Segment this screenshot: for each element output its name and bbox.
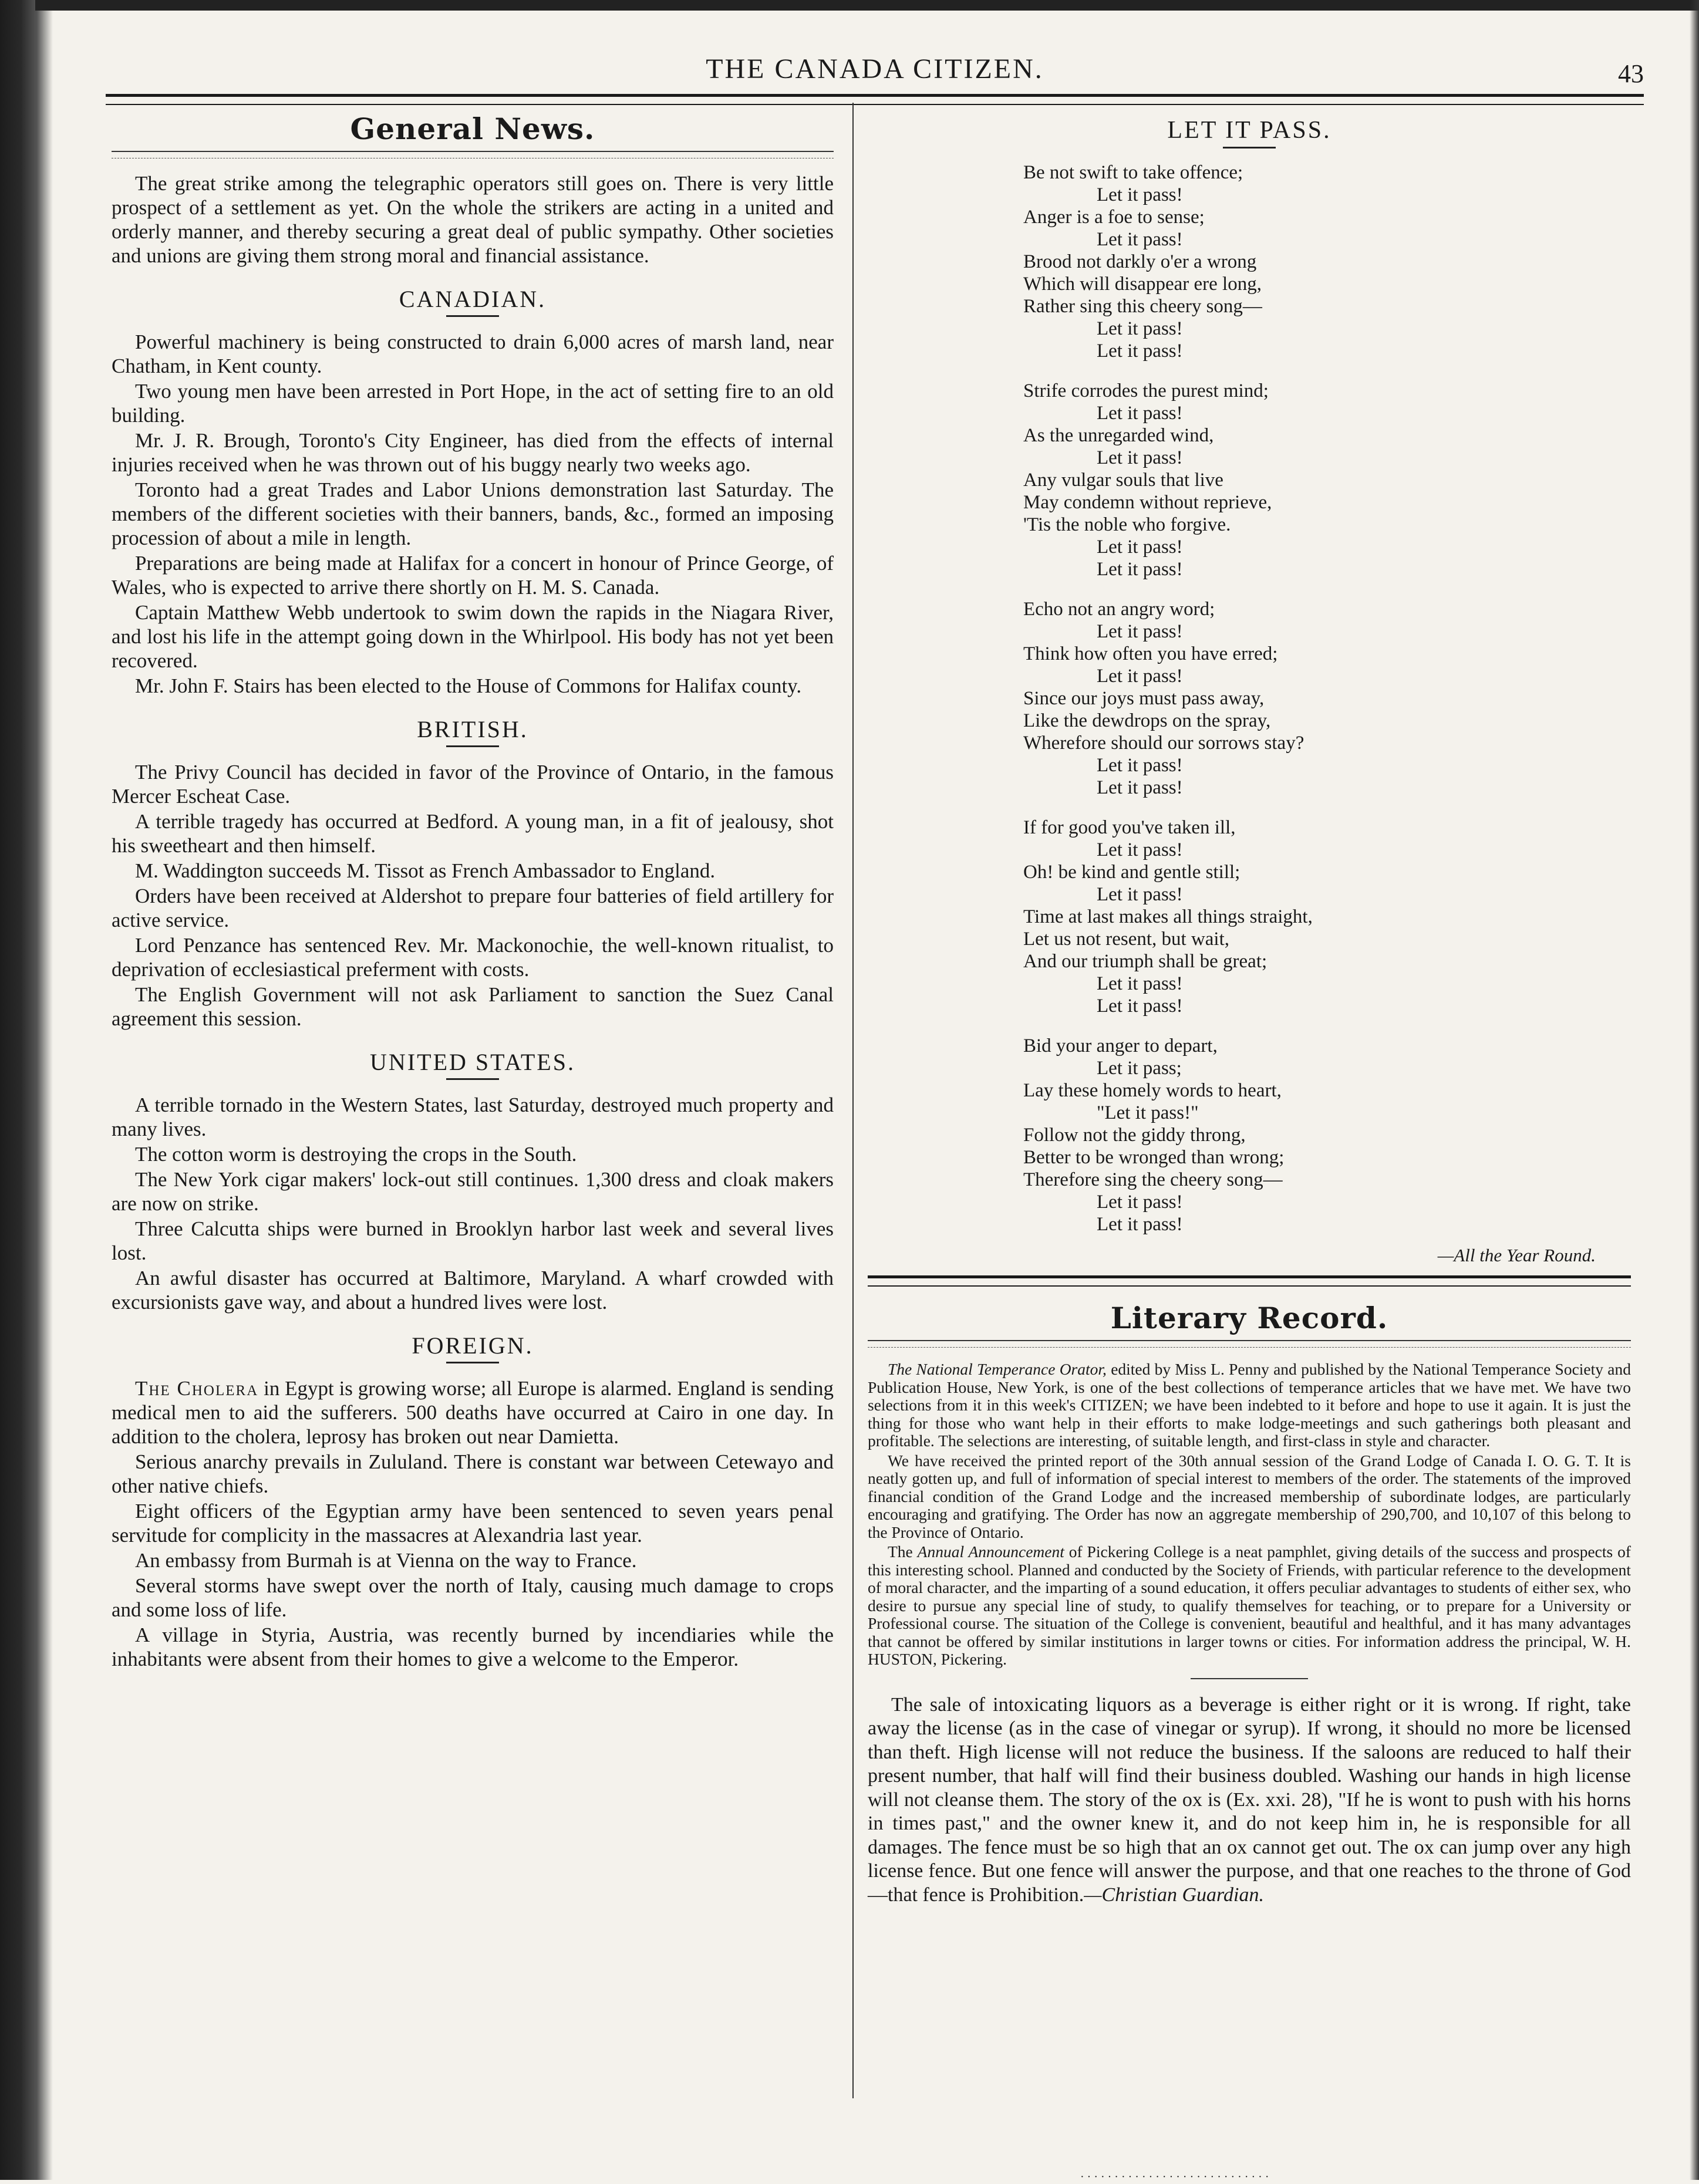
poem-refrain-line: Let it pass! — [1097, 559, 1183, 580]
poem-refrain-line: Let it pass! — [1097, 621, 1183, 642]
page-number: 43 — [1618, 59, 1644, 88]
header-rule — [106, 94, 1644, 105]
poem-refrain-line: Let it pass! — [1097, 536, 1183, 558]
poem-refrain-line: Let it pass! — [1097, 995, 1183, 1017]
general-news-title: General News. — [350, 112, 595, 146]
literary-record-title: Literary Record. — [1110, 1301, 1388, 1335]
poem-body — [868, 161, 1631, 1236]
news-item: Eight officers of the Egyptian army have been sentenced to seven years penal servitude for complicity in the massacres at Alexandria last year. — [112, 1500, 834, 1547]
british-heading: BRITISH. — [417, 716, 528, 742]
short-rule — [446, 1078, 499, 1080]
poem-refrain-line: Let it pass! — [1097, 447, 1183, 468]
literary-item: We have received the printed report of the 30th annual session of the Grand Lodge of Canada I. O. G. T. It is neatly gotten up, and full of information of special interest to members of the order. The statements of the improved financial condition of the Grand Lodge and the increased membership of subordinate lodges, are particularly encouraging and gratifying. The Order has now an aggregate membership of 290,700, and 10,107 of this belong to the Province of Ontario. — [868, 1451, 1631, 1541]
news-item: A village in Styria, Austria, was recently burned by incendiaries while the inhabitants were absent from their homes to give a welcome to the Emperor. — [112, 1623, 834, 1670]
news-item: A terrible tornado in the Western States, last Saturday, destroyed much property and many lives. — [112, 1093, 834, 1140]
poem-refrain-line: Let it pass! — [1097, 340, 1183, 362]
canadian-heading: CANADIAN. — [399, 286, 547, 312]
poem-refrain-line: Let it pass! — [1097, 184, 1183, 205]
poem-stanza — [1023, 598, 1631, 799]
masthead-title: THE CANADA CITIZEN. — [706, 53, 1044, 85]
poem-line: Any vulgar souls that live — [1023, 470, 1223, 491]
poem-line: Rather sing this cheery song— — [1023, 296, 1262, 317]
poem-line: Oh! be kind and gentle still; — [1023, 862, 1240, 883]
poem-refrain-line: Let it pass! — [1097, 318, 1183, 339]
poem-line: Which will disappear ere long, — [1023, 274, 1262, 295]
left-column — [112, 106, 834, 1672]
short-rule — [1223, 147, 1276, 148]
page-top-edge — [35, 0, 1699, 11]
poem-line: Bid your anger to depart, — [1023, 1035, 1218, 1056]
poem-line: If for good you've taken ill, — [1023, 817, 1236, 838]
poem-refrain-line: Let it pass! — [1097, 973, 1183, 994]
poem-line: And our triumph shall be great; — [1023, 951, 1267, 972]
united-states-heading: UNITED STATES. — [370, 1049, 575, 1075]
poem-refrain-line: Let it pass! — [1097, 229, 1183, 250]
short-rule — [446, 315, 499, 317]
essay-credit: —Christian Guardian. — [1084, 1883, 1264, 1906]
poem-line: Since our joys must pass away, — [1023, 688, 1265, 709]
poem-line: Lay these homely words to heart, — [1023, 1080, 1282, 1101]
poem-line: Follow not the giddy throng, — [1023, 1125, 1246, 1146]
short-rule — [1191, 1678, 1308, 1679]
prohibition-essay — [868, 1693, 1631, 1908]
news-item: The cotton worm is destroying the crops in the South. — [135, 1143, 577, 1166]
news-item: Several storms have swept over the north of Italy, causing much damage to crops and some loss of life. — [112, 1574, 834, 1621]
section-rule — [112, 151, 834, 158]
page-header — [106, 53, 1644, 94]
literary-item — [868, 1543, 1631, 1669]
poem-line: Be not swift to take offence; — [1023, 162, 1243, 183]
news-item: M. Waddington succeeds M. Tissot as French Ambassador to England. — [135, 859, 716, 882]
right-column — [868, 106, 1631, 1907]
news-item: An awful disaster has occurred at Baltimore, Maryland. A wharf crowded with excursionists gave way, and about a hundred lives were lost. — [112, 1267, 834, 1314]
poem-refrain-line: Let it pass! — [1097, 1191, 1183, 1213]
poem-line: Echo not an angry word; — [1023, 599, 1215, 620]
poem-refrain-line: Let it pass; — [1097, 1058, 1182, 1079]
book-title: The National Temperance Orator, — [888, 1360, 1107, 1378]
poem-refrain-line: Let it pass! — [1097, 884, 1183, 905]
literary-item-text: The — [888, 1542, 918, 1561]
news-item: An embassy from Burmah is at Vienna on the way to France. — [135, 1549, 637, 1572]
news-item: Mr. John F. Stairs has been elected to the House of Commons for Halifax county. — [135, 674, 802, 697]
poem-stanza — [1023, 816, 1631, 1017]
news-item: The New York cigar makers' lock-out still continues. 1,300 dress and cloak makers are now on strike. — [112, 1168, 834, 1215]
page-binding-shadow — [0, 0, 53, 2180]
poem-line: Anger is a foe to sense; — [1023, 207, 1205, 228]
literary-item-text: of Pickering College is a neat pamphlet, giving details of the success and prospects of this interesting school. Planned and conducted by the Society of Friends, with particular reference to the development of moral character, and the imparting of a sound education, it offers peculiar advantages to students of either sex, who desire to pursue any special line of study, to qualify themselves for teaching, or to prepare for a University or Professional course. The situation of the College is convenient, beautiful and healthful, and it has many advantages that cannot be offered by similar institutions in larger towns or cities. For information address the principal, W. H. HUSTON, Pickering. — [868, 1542, 1631, 1668]
poem-refrain-line: Let it pass! — [1097, 777, 1183, 798]
news-item: Serious anarchy prevails in Zululand. There is constant war between Cetewayo and other native chiefs. — [112, 1450, 834, 1497]
poem-stanza — [1023, 1035, 1631, 1236]
poem-line: May condemn without reprieve, — [1023, 492, 1272, 513]
poem-line: Wherefore should our sorrows stay? — [1023, 732, 1304, 754]
column-divider — [852, 103, 854, 2098]
poem-line: Brood not darkly o'er a wrong — [1023, 251, 1257, 272]
news-item: Mr. J. R. Brough, Toronto's City Engineer, has died from the effects of internal injuries received when he was thrown out of his buggy nearly two weeks ago. — [112, 429, 834, 476]
poem-stanza — [1023, 380, 1631, 580]
short-rule — [446, 1362, 499, 1363]
poem-refrain-line: Let it pass! — [1097, 666, 1183, 687]
poem-line: Think how often you have erred; — [1023, 643, 1278, 664]
section-double-rule — [868, 1275, 1631, 1287]
literary-item-text: edited by Miss L. Penny and published by the National Temperance Society and Publication House, New York, is one of the best collections of temperance articles that we have met. We have two selections from it in this week's CITIZEN; we have been indebted to it before and hope to use it again. It is just the thing for those who want help in their efforts to make lodge-meetings and such gatherings both pleasant and profitable. The selections are interesting, of suitable length, and first-class in style and character. — [868, 1360, 1631, 1450]
news-item: Orders have been received at Aldershot to prepare four batteries of field artillery for active service. — [112, 885, 834, 931]
foreign-heading: FOREIGN. — [412, 1332, 534, 1359]
news-item: Preparations are being made at Halifax for a concert in honour of Prince George, of Wales, who is expected to arrive there shortly on H. M. S. Canada. — [112, 552, 834, 599]
poem-refrain-line: "Let it pass!" — [1097, 1102, 1199, 1123]
poem-line: As the unregarded wind, — [1023, 425, 1214, 446]
poem-refrain-line: Let it pass! — [1097, 1214, 1183, 1235]
book-title: Annual Announcement — [917, 1542, 1064, 1561]
poem-refrain-line: Let it pass! — [1097, 839, 1183, 860]
poem-line: Better to be wronged than wrong; — [1023, 1147, 1285, 1168]
poem-line: Time at last makes all things straight, — [1023, 906, 1313, 927]
poem-refrain-line: Let it pass! — [1097, 755, 1183, 776]
poem-line: Strife corrodes the purest mind; — [1023, 380, 1269, 401]
news-item-cholera — [112, 1376, 834, 1449]
essay-text: The sale of intoxicating liquors as a beverage is either right or it is wrong. If right, take away the license (as in the case of vinegar or syrup). If wrong, it should no more be licensed than theft. High license will not reduce the business. If the saloons are reduced to half their present number, that half will find their business doubled. Washing our hands in high license will not cleanse them. The story of the ox is (Ex. xxi. 28), "If he is wont to push with his horns in times past," and the owner knew it, and do not keep him in, he is responsible for all damages. The fence must be so high that an ox cannot get out. The ox can jump over any high license fence. But one fence will answer the purpose, and that one reaches to the throne of God—that fence is Prohibition. — [868, 1693, 1631, 1906]
poem-stanza — [1023, 161, 1631, 362]
news-item: Captain Matthew Webb undertook to swim down the rapids in the Niagara River, and lost his life in the attempt going down in the Whirlpool. His body has not yet been recovered. — [112, 601, 834, 672]
general-news-intro: The great strike among the telegraphic operators still goes on. There is very little prospect of a settlement as yet. On the whole the strikers are acting in a united and orderly manner, and thereby securing a great deal of public sympathy. Other societies and unions are giving them strong moral and financial assistance. — [112, 172, 834, 267]
poem-title: LET IT PASS. — [1167, 117, 1331, 144]
poem-credit: —All the Year Round. — [1437, 1245, 1596, 1265]
news-item: A terrible tragedy has occurred at Bedford. A young man, in a fit of jealousy, shot his sweetheart and then himself. — [112, 810, 834, 857]
news-item: Powerful machinery is being constructed to drain 6,000 acres of marsh land, near Chatham, in Kent county. — [112, 330, 834, 377]
lead-text: in Egypt is growing worse; all Europe is alarmed. England is sending medical men to aid the sufferers. 500 deaths have occurred at Cairo in one day. In addition to the cholera, leprosy has broken out near Damietta. — [112, 1377, 834, 1448]
poem-line: 'Tis the noble who forgive. — [1023, 514, 1231, 535]
short-rule — [446, 745, 499, 747]
footer-rule: · · · · · · · · · · · · · · · · · · · · · · · · · · · · — [1080, 2171, 1269, 2183]
poem-refrain-line: Let it pass! — [1097, 403, 1183, 424]
news-item: Three Calcutta ships were burned in Brooklyn harbor last week and several lives lost. — [112, 1217, 834, 1264]
poem-line: Therefore sing the cheery song— — [1023, 1169, 1283, 1190]
section-rule — [868, 1340, 1631, 1348]
page-right-edge — [1690, 0, 1699, 2180]
literary-item — [868, 1361, 1631, 1450]
poem-line: Like the dewdrops on the spray, — [1023, 710, 1271, 731]
news-item: Toronto had a great Trades and Labor Unions demonstration last Saturday. The members of the different societies with their banners, bands, &c., formed an imposing procession of about a mile in length. — [112, 478, 834, 549]
news-item: Lord Penzance has sentenced Rev. Mr. Mackonochie, the well-known ritualist, to deprivation of ecclesiastical preferment with costs. — [112, 934, 834, 981]
news-item: The Privy Council has decided in favor of the Province of Ontario, in the famous Mercer Escheat Case. — [112, 761, 834, 808]
lead-small-caps: The Cholera — [135, 1377, 259, 1400]
news-item: Two young men have been arrested in Port Hope, in the act of setting fire to an old building. — [112, 380, 834, 427]
news-item: The English Government will not ask Parliament to sanction the Suez Canal agreement this session. — [112, 983, 834, 1030]
poem-line: Let us not resent, but wait, — [1023, 929, 1230, 950]
